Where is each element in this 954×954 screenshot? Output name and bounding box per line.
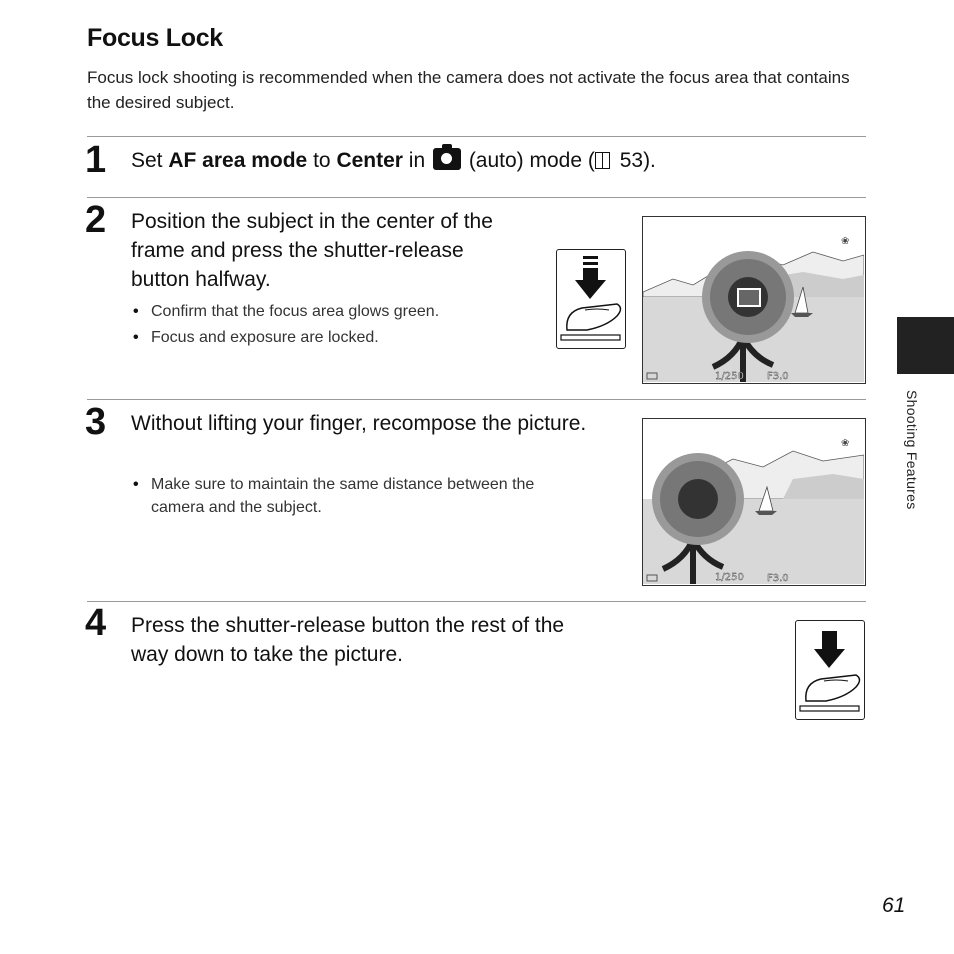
svg-text:❀: ❀: [841, 236, 850, 247]
step-2-text: Position the subject in the center of the frame and press the shutter-release button halfway.: [131, 210, 493, 291]
aperture-readout: F3.0: [767, 371, 789, 382]
step-3-number: 3: [85, 401, 107, 443]
intro-text: Focus lock shooting is recommended when the camera does not activate the focus area that contains the desired subject.: [87, 68, 850, 112]
divider: [87, 197, 866, 198]
section-label: Shooting Features: [904, 390, 920, 510]
step-1-auto: (auto) mode (: [462, 149, 595, 172]
step-2-number: 2: [85, 199, 107, 241]
list-item: • Confirm that the focus area glows green.: [131, 300, 531, 323]
step-1-number: 1: [85, 139, 107, 181]
shutter-half-press-icon: [556, 249, 626, 349]
section-tab-marker: [897, 317, 954, 374]
camera-auto-icon: [433, 148, 461, 170]
step-2-bullets: [131, 300, 531, 352]
shutter-speed-readout: 1/250: [715, 371, 744, 382]
center-label: Center: [336, 149, 403, 172]
list-item: • Focus and exposure are locked.: [131, 326, 531, 349]
page-title: Focus Lock: [87, 24, 223, 52]
af-area-mode-label: AF area mode: [168, 149, 308, 172]
divider: [87, 601, 866, 602]
step-1-text: [131, 146, 656, 175]
step-3-bullets: [131, 473, 581, 522]
step-1-ref: 53).: [613, 149, 656, 172]
step-4-text: Press the shutter-release button the rest of the way down to take the picture.: [131, 614, 565, 666]
svg-text:❀: ❀: [841, 438, 850, 449]
step-1-mid: to: [307, 149, 337, 172]
shutter-speed-readout: 1/250: [715, 572, 744, 583]
step-3-text: Without lifting your finger, recompose the picture.: [131, 412, 587, 435]
divider: [87, 399, 866, 400]
aperture-readout: F3.0: [767, 573, 789, 584]
page-number: 61: [882, 894, 906, 917]
step-1-in: in: [402, 149, 431, 172]
list-item: • Make sure to maintain the same distance between the camera and the subject.: [131, 473, 581, 519]
step-4-number: 4: [85, 602, 107, 644]
book-reference-icon: [595, 152, 610, 169]
step-1-pre: Set: [131, 149, 169, 172]
divider: [87, 136, 866, 137]
shutter-full-press-icon: [795, 620, 865, 720]
camera-screen-step-3: [642, 418, 866, 586]
camera-screen-step-2: [642, 216, 866, 384]
